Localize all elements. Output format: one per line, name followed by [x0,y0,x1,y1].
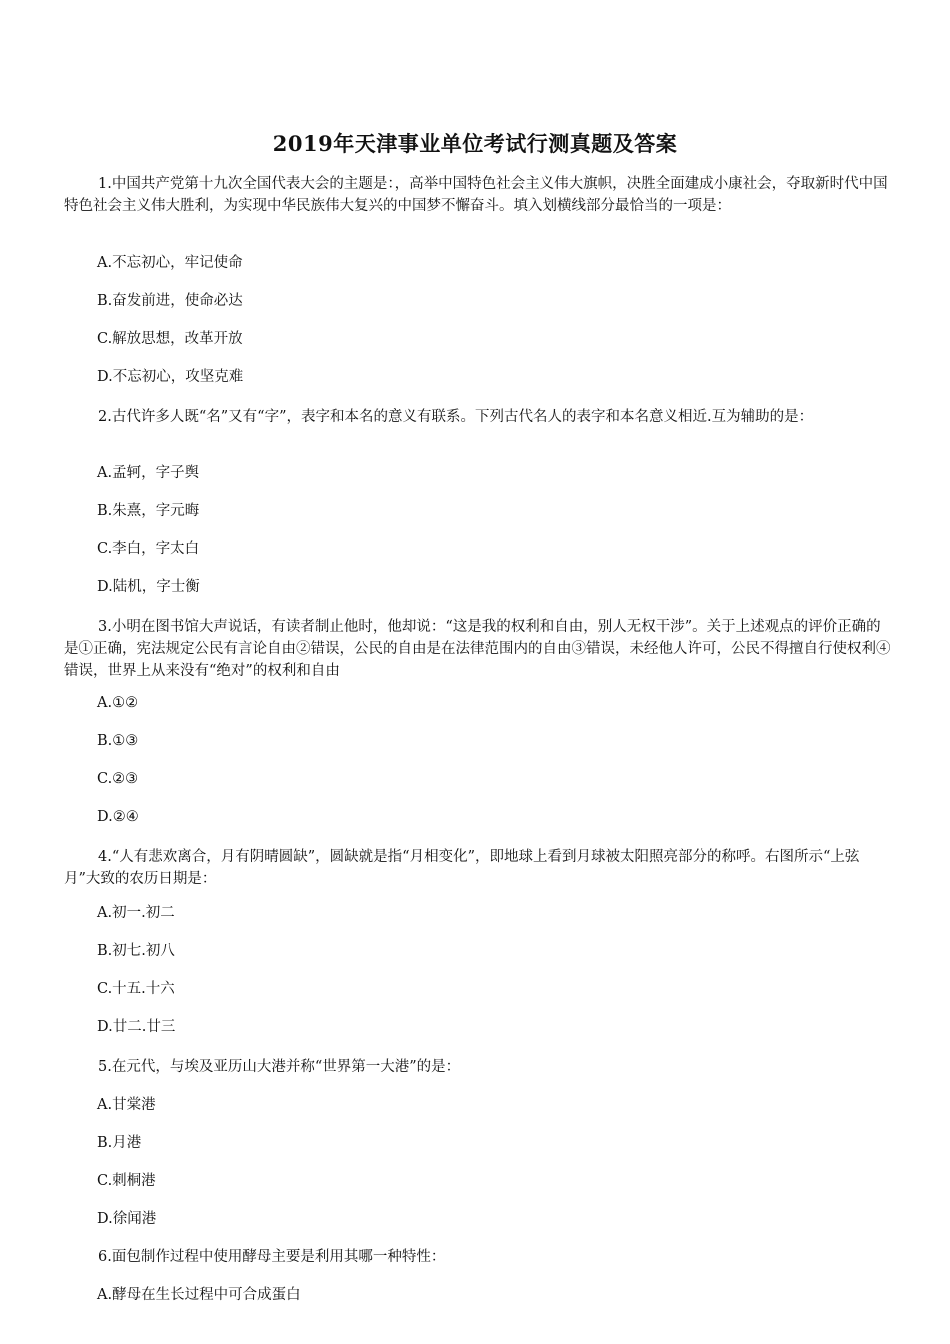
question-3-option-c: C.②③ [97,771,139,787]
question-5-option-d: D.徐闻港 [97,1211,157,1227]
document-title: 2019年天津事业单位考试行测真题及答案 [272,131,678,156]
question-2-option-c: C.李白，字太白 [97,541,200,557]
question-4-text: 4.“人有悲欢离合，月有阴晴圆缺”，圆缺就是指“月相变化”，即地球上看到月球被太阳照亮部分的称呼。右图所示“上弦月”大致的农历日期是： [64,849,860,887]
question-6-text: 6.面包制作过程中使用酵母主要是利用其哪一种特性： [98,1249,446,1265]
question-2-text: 2.古代许多人既“名”又有“字”，表字和本名的意义有联系。下列古代名人的表字和本名意义相近.互为辅助的是： [98,409,814,425]
question-3-text: 3.小明在图书馆大声说话，有读者制止他时，他却说：“这是我的权利和自由，别人无权干涉”。关于上述观点的评价正确的是①正确，宪法规定公民有言论自由②错误，公民的自由是在法律范围内的自由③错误，未经他人许可，公民不得擅自行使权利④错误，世界上从来没有“绝对”的权利和自由 [64,619,891,679]
question-4-option-c: C.十五.十六 [97,981,175,997]
question-2-option-d: D.陆机，字士衡 [97,579,200,595]
question-4-option-a: A.初一.初二 [97,905,175,921]
question-5-option-c: C.刺桐港 [97,1173,156,1189]
question-4-option-d: D.廿二.廿三 [97,1019,176,1035]
question-1-text: 1.中国共产党第十九次全国代表大会的主题是：，高举中国特色社会主义伟大旗帜，决胜全面建成小康社会，夺取新时代中国特色社会主义伟大胜利，为实现中华民族伟大复兴的中国梦不懈奋斗。填入划横线部分最恰当的一项是： [64,176,888,214]
question-3-option-a: A.①② [97,695,139,711]
question-2-option-b: B.朱熹，字元晦 [97,503,200,519]
question-3-option-b: B.①③ [97,733,139,749]
question-3-option-d: D.②④ [97,809,139,825]
question-1-option-d: D.不忘初心，攻坚克难 [97,369,244,385]
question-6-option-a: A.酵母在生长过程中可合成蛋白 [97,1287,301,1303]
question-5-option-b: B.月港 [97,1135,142,1151]
question-5-option-a: A.甘棠港 [97,1097,156,1113]
question-5-text: 5.在元代，与埃及亚历山大港并称“世界第一大港”的是： [98,1059,461,1075]
question-2-option-a: A.孟轲，字子舆 [97,465,200,481]
question-1-option-a: A.不忘初心，牢记使命 [97,255,243,271]
question-4-option-b: B.初七.初八 [97,943,175,959]
question-1-option-b: B.奋发前进，使命必达 [97,293,243,309]
question-1-option-c: C.解放思想，改革开放 [97,331,243,347]
